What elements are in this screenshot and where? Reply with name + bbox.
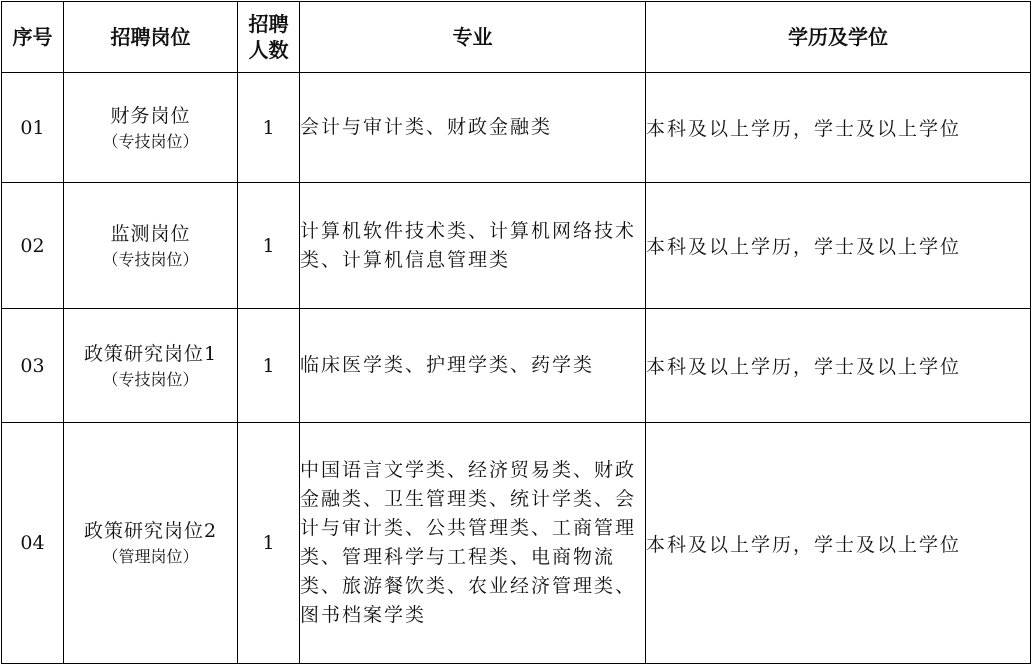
header-row — [2, 2, 1031, 73]
table-row — [2, 423, 1031, 664]
header-count-line1: 招聘 — [248, 12, 289, 36]
row-position — [64, 183, 238, 309]
row-no: 02 — [2, 183, 64, 309]
position-type: （专技岗位） — [102, 249, 199, 269]
row-count: 1 — [238, 183, 300, 309]
recruitment-table — [1, 1, 1031, 664]
position-type: （专技岗位） — [102, 131, 199, 151]
position-name: 监测岗位 — [110, 222, 191, 245]
row-education: 本科及以上学历，学士及以上学位 — [646, 423, 1031, 664]
position-type: （管理岗位） — [102, 547, 199, 566]
position-type: （专技岗位） — [102, 369, 199, 389]
row-no: 04 — [2, 423, 64, 664]
header-count-line2: 人数 — [248, 38, 289, 62]
table-row — [2, 309, 1031, 423]
row-major: 会计与审计类、财政金融类 — [300, 73, 646, 183]
table-row — [2, 73, 1031, 183]
row-education: 本科及以上学历，学士及以上学位 — [646, 73, 1031, 183]
row-count: 1 — [238, 423, 300, 664]
row-major: 计算机软件技术类、计算机网络技术类、计算机信息管理类 — [300, 183, 646, 309]
row-count: 1 — [238, 73, 300, 183]
header-no: 序号 — [2, 2, 64, 73]
row-education: 本科及以上学历，学士及以上学位 — [646, 309, 1031, 423]
header-position: 招聘岗位 — [64, 2, 238, 73]
header-major: 专业 — [300, 2, 646, 73]
row-no: 03 — [2, 309, 64, 423]
row-major: 临床医学类、护理学类、药学类 — [300, 309, 646, 423]
position-name: 政策研究岗位1 — [83, 342, 218, 365]
row-major: 中国语言文学类、经济贸易类、财政金融类、卫生管理类、统计学类、会计与审计类、公共管理类、工商管理类、管理科学与工程类、电商物流类、旅游餐饮类、农业经济管理类、图书档案学类 — [300, 423, 646, 664]
row-count: 1 — [238, 309, 300, 423]
row-no: 01 — [2, 73, 64, 183]
header-count — [238, 2, 300, 73]
row-position — [64, 423, 238, 664]
position-name: 财务岗位 — [110, 104, 191, 127]
header-education: 学历及学位 — [646, 2, 1031, 73]
position-name: 政策研究岗位2 — [83, 520, 218, 542]
row-position — [64, 309, 238, 423]
row-education: 本科及以上学历，学士及以上学位 — [646, 183, 1031, 309]
row-position — [64, 73, 238, 183]
table-row — [2, 183, 1031, 309]
